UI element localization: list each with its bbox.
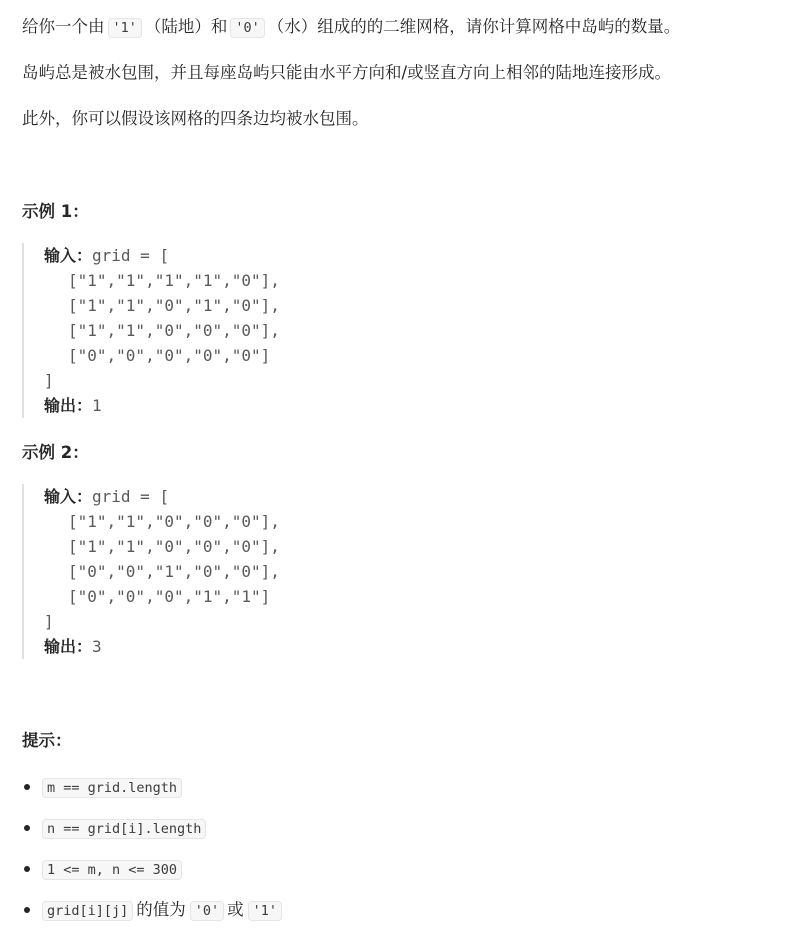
constraint-code: '1' [248, 901, 282, 921]
example-2-title: 示例 2： [22, 443, 89, 462]
bullet-icon [24, 825, 30, 831]
bullet-icon [24, 866, 30, 872]
grid-row: ["0","0","0","0","0"] [68, 346, 271, 365]
text-segment: 的值为 [136, 900, 186, 919]
example-1-input-line [44, 243, 280, 268]
output-label: 输出： [44, 396, 93, 415]
grid-row: ["1","1","0","0","0"], [68, 512, 280, 531]
example-1-output-line [44, 393, 280, 418]
description-paragraph-3: 此外，你可以假设该网格的四条边均被水包围。 [22, 109, 369, 128]
input-open: grid = [ [92, 246, 170, 265]
constraint-code: grid[i][j] [42, 901, 133, 921]
grid-row: ["1","1","0","1","0"], [68, 296, 280, 315]
grid-row: ["1","1","0","0","0"], [68, 537, 280, 556]
example-1-title: 示例 1： [22, 202, 89, 221]
example-2-output-line [44, 634, 280, 659]
example-1-block [22, 243, 280, 418]
constraint-code: 1 <= m, n <= 300 [42, 860, 182, 880]
constraint-code: n == grid[i].length [42, 819, 206, 839]
constraint-code: m == grid.length [42, 778, 182, 798]
grid-row: ["1","1","0","0","0"], [68, 321, 280, 340]
grid-row: ["0","0","0","1","1"] [68, 587, 271, 606]
input-close: ] [44, 371, 54, 390]
grid-row: ["1","1","1","1","0"], [68, 271, 280, 290]
example-2-input-line [44, 484, 280, 509]
constraints-title: 提示： [22, 731, 72, 750]
input-label: 输入： [44, 246, 93, 265]
example-2-block [22, 484, 280, 659]
description-paragraph-1 [22, 14, 680, 41]
input-label: 输入： [44, 487, 93, 506]
text-segment: （陆地）和 [144, 17, 228, 36]
output-value: 1 [92, 396, 102, 415]
output-label: 输出： [44, 637, 93, 656]
bullet-icon [24, 907, 30, 913]
text-segment: （水）组成的的二维网格，请你计算网格中岛屿的数量。 [267, 17, 681, 36]
inline-code-water: '0' [230, 18, 264, 38]
text-segment: 给你一个由 [22, 17, 105, 36]
output-value: 3 [92, 637, 102, 656]
constraint-code: '0' [190, 901, 224, 921]
bullet-icon [24, 784, 30, 790]
text-segment: 或 [227, 900, 244, 919]
input-open: grid = [ [92, 487, 170, 506]
grid-row: ["0","0","1","0","0"], [68, 562, 280, 581]
description-paragraph-2: 岛屿总是被水包围，并且每座岛屿只能由水平方向和/或竖直方向上相邻的陆地连接形成。 [22, 63, 672, 82]
input-close: ] [44, 612, 54, 631]
inline-code-land: '1' [108, 18, 142, 38]
